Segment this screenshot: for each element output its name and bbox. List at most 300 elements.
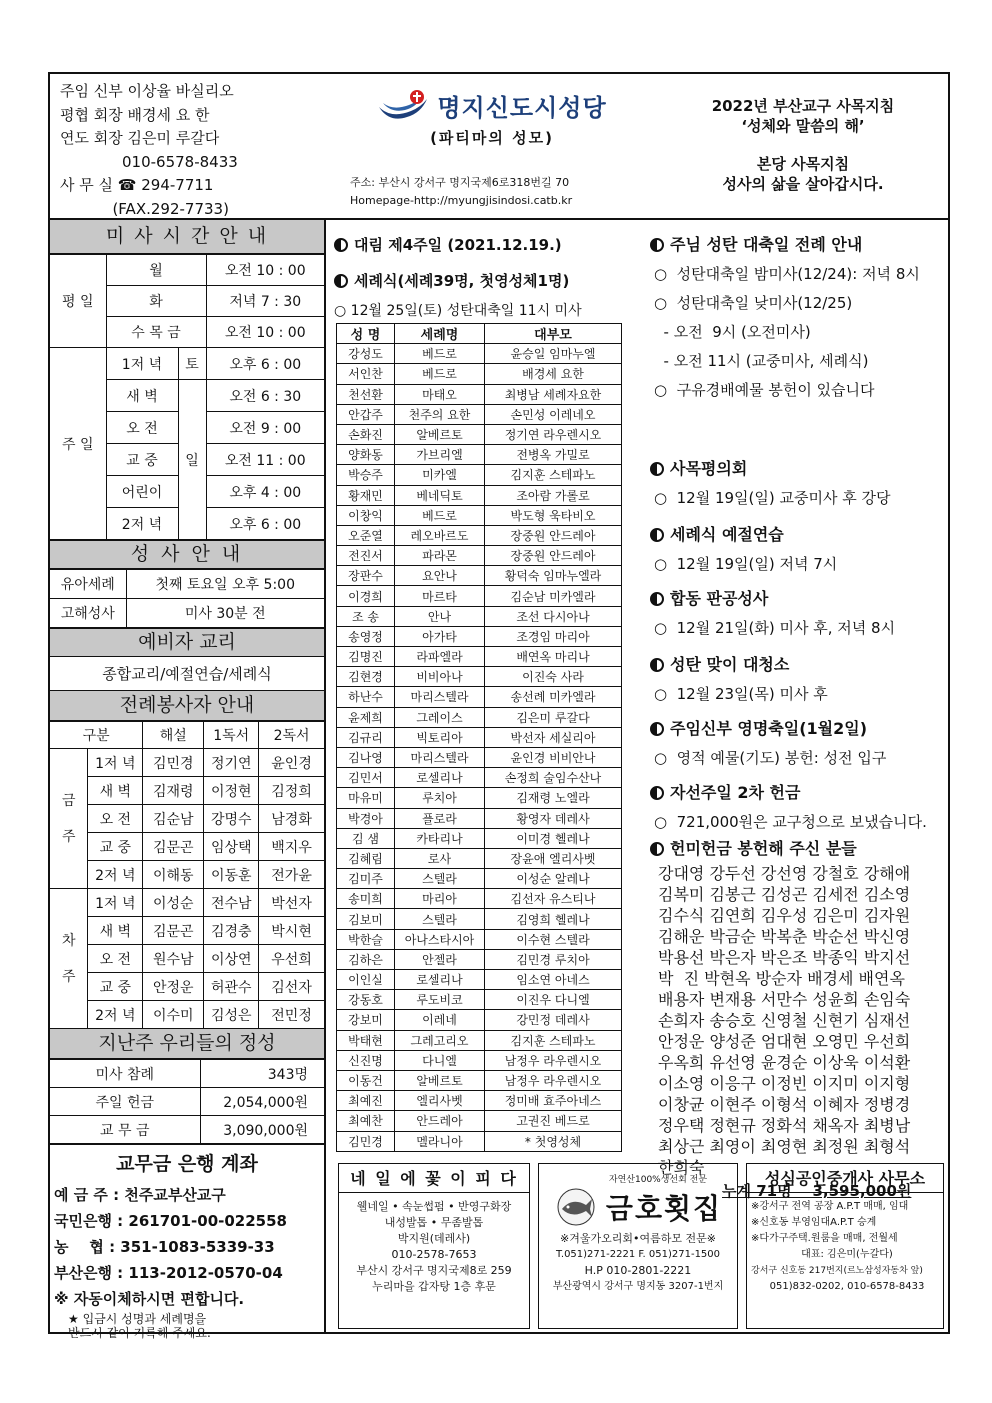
liturgy-header: 구분	[50, 722, 143, 749]
baptism-godparent: 임소연 아네스	[485, 970, 622, 990]
fish-logo-icon	[554, 1187, 598, 1227]
baptism-name: 송영정	[337, 626, 395, 646]
donor-names-line: 안정운 양성준 엄대현 오영민 우선희	[658, 1032, 911, 1051]
baptism-row	[337, 667, 622, 687]
baptism-name: 황재민	[337, 485, 395, 505]
nail-shop-title: 네 일 에 꽃 이 피 다	[339, 1164, 529, 1193]
half-circle-icon	[650, 238, 664, 252]
first-reader: 이동훈	[204, 861, 259, 889]
commentator: 김순남	[143, 805, 204, 833]
sushi-restaurant-ad	[538, 1163, 738, 1329]
baptism-godparent: 장중원 안드레아	[485, 525, 622, 545]
church-logo-icon	[377, 89, 429, 123]
baptism-godparent: 김재령 노엘라	[485, 788, 622, 808]
nail-shop-ad	[338, 1163, 530, 1329]
advent-heading	[334, 234, 562, 255]
mass-name: 오 전	[88, 805, 143, 833]
second-reader: 전가윤	[259, 861, 324, 889]
baptism-name: 박한슬	[337, 929, 395, 949]
mass-time: 오전 10 : 00	[206, 255, 324, 286]
notice-block	[650, 522, 837, 574]
baptism-name: 강성도	[337, 344, 395, 364]
fax-line: (FAX.292-7733)	[60, 199, 229, 218]
baptism-row	[337, 465, 622, 485]
baptism-name: 김혜림	[337, 848, 395, 868]
baptism-row	[337, 747, 622, 767]
baptism-name: 서인찬	[337, 364, 395, 384]
first-reader: 임상택	[204, 833, 259, 861]
offering-label: 주일 헌금	[50, 1088, 200, 1116]
ad-line: 내성발톱 • 무좀발톱	[384, 1216, 484, 1229]
donor-names-line: 우옥희 유선영 윤경순 이상욱 이석환	[658, 1053, 911, 1072]
baptism-baptismal-name: 스텔라	[395, 909, 485, 929]
ad-line: 051)832-0202, 010-6578-8433	[769, 1281, 925, 1292]
sunday-label: 주 일	[50, 348, 106, 540]
baptism-baptismal-name: 안나	[395, 606, 485, 626]
baptism-row	[337, 384, 622, 404]
ad-line: H.P 010-2801-2221	[584, 1264, 692, 1277]
baptism-baptismal-name: 마태오	[395, 384, 485, 404]
baptism-godparent: 정미배 효주아네스	[485, 1091, 622, 1111]
baptism-godparent: 조아람 가롤로	[485, 485, 622, 505]
mass-name: 1저 녁	[106, 348, 178, 380]
notice-title	[650, 716, 886, 739]
left-column	[50, 220, 326, 1340]
baptism-baptismal-name: 빅토리아	[395, 727, 485, 747]
baptism-name: 전진서	[337, 546, 395, 566]
baptism-baptismal-name: 엘리사벳	[395, 1091, 485, 1111]
half-circle-icon	[334, 274, 348, 288]
mass-name: 교 중	[106, 444, 178, 476]
donor-names-line: 박용선 박은자 박은조 박종익 박지선	[658, 948, 911, 967]
notice-title-text: 성탄 맞이 대청소	[670, 655, 790, 674]
second-reader: 김정희	[259, 777, 324, 805]
baptism-row	[337, 848, 622, 868]
mass-name: 새 벽	[88, 777, 143, 805]
baptism-name: 김 샘	[337, 828, 395, 848]
sushi-title: 금호횟집	[605, 1192, 723, 1225]
staff-info	[60, 80, 238, 221]
baptism-baptismal-name: 마르타	[395, 586, 485, 606]
baptism-godparent: 장윤애 엘리사벳	[485, 848, 622, 868]
mass-name: 교 중	[88, 833, 143, 861]
commentator: 안정운	[143, 973, 204, 1001]
mass-time: 오전 10 : 00	[206, 317, 324, 348]
baptism-header: 성 명	[337, 324, 395, 344]
baptism-baptismal-name: 로셀리나	[395, 768, 485, 788]
notice-item: ○ 성탄대축일 밤미사(12/24): 저녁 8시	[654, 265, 920, 283]
baptism-row	[337, 424, 622, 444]
baptism-name: 김보미	[337, 909, 395, 929]
half-circle-icon	[650, 658, 664, 672]
baptism-baptismal-name: 아가타	[395, 626, 485, 646]
baptism-row	[337, 970, 622, 990]
baptism-row	[337, 364, 622, 384]
sacrament-value: 미사 30분 전	[126, 599, 324, 628]
baptism-baptismal-name: 마리아	[395, 889, 485, 909]
half-circle-icon	[334, 238, 348, 252]
donor-names-line: 이소영 이응구 이정빈 이지미 이지형	[658, 1074, 911, 1093]
baptism-godparent: 김지훈 스테파노	[485, 465, 622, 485]
baptism-name: 이동건	[337, 1070, 395, 1090]
notice-title-text: 주님 성탄 대축일 전례 안내	[670, 235, 863, 254]
liturgy-servers-table	[50, 721, 324, 1029]
baptism-baptismal-name: 비비아나	[395, 667, 485, 687]
baptism-row	[337, 647, 622, 667]
notice-title-text: 세례식 예절연습	[670, 525, 784, 544]
baptism-row	[337, 828, 622, 848]
baptism-name: 마유미	[337, 788, 395, 808]
baptism-godparent: 손민성 이레네오	[485, 404, 622, 424]
offering-label: 교 무 금	[50, 1116, 200, 1144]
baptism-name: 이인실	[337, 970, 395, 990]
commentator: 이수미	[143, 1001, 204, 1029]
baptism-header: 세례명	[395, 324, 485, 344]
bank-account-title: 교무금 은행 계좌	[116, 1153, 258, 1175]
first-reader: 이정현	[204, 777, 259, 805]
notice-title	[650, 522, 837, 545]
notice-block	[650, 456, 890, 508]
baptism-name: 김하은	[337, 949, 395, 969]
phone-line: 010-6578-8433	[60, 152, 238, 171]
this-week-label: 금 주	[50, 749, 88, 889]
deposit-note: ★ 입금시 성명과 세례명을	[68, 1312, 207, 1326]
baptism-baptismal-name: 아나스타시아	[395, 929, 485, 949]
baptism-baptismal-name: 이레네	[395, 1010, 485, 1030]
parish-guideline-theme: 성사의 삶을 살아갑시다.	[722, 175, 884, 193]
mass-time: 오후 4 : 00	[206, 476, 324, 508]
baptism-name: 김명진	[337, 647, 395, 667]
first-reader: 강명수	[204, 805, 259, 833]
notice-title-text: 합동 판공성사	[670, 589, 769, 608]
second-reader: 박선자	[259, 889, 324, 917]
mass-name: 새 벽	[88, 917, 143, 945]
realty-title: 성심공인중개사 사무소	[747, 1164, 943, 1193]
baptism-name: 강보미	[337, 1010, 395, 1030]
baptism-name: 윤제희	[337, 707, 395, 727]
baptism-row	[337, 788, 622, 808]
first-reader: 이상연	[204, 945, 259, 973]
baptism-row	[337, 525, 622, 545]
baptism-baptismal-name: 로사	[395, 848, 485, 868]
kb-account: 국민은행 : 261701-00-022558	[54, 1212, 287, 1230]
mass-time: 저녁 7 : 30	[206, 286, 324, 317]
baptism-row	[337, 869, 622, 889]
baptism-baptismal-name: 요안나	[395, 566, 485, 586]
baptism-row	[337, 344, 622, 364]
baptism-godparent: 황영자 데레사	[485, 808, 622, 828]
ad-line: 웰네일 • 속눈썹펌 • 반영구화장	[356, 1200, 512, 1213]
baptism-godparent: 전병옥 가밀로	[485, 445, 622, 465]
mass-time: 오전 6 : 30	[206, 380, 324, 412]
baptism-name: 신진명	[337, 1050, 395, 1070]
donor-names-line: 김해운 박금순 박복춘 박순선 박신영	[658, 927, 911, 946]
baptism-baptismal-name: 로셀리나	[395, 970, 485, 990]
church-address: 주소: 부산시 강서구 명지국제6로318번길 70	[350, 176, 570, 189]
half-circle-icon	[650, 462, 664, 476]
mass-day: 화	[106, 286, 206, 317]
homepage-link[interactable]: Homepage-http://myungjisindosi.catb.kr	[350, 194, 573, 207]
sacrament-table	[50, 569, 324, 628]
baptism-row	[337, 990, 622, 1010]
donors-title-text: 헌미헌금 봉헌해 주신 분들	[670, 839, 857, 858]
auto-transfer-note: ※ 자동이체하시면 편합니다.	[54, 1290, 245, 1308]
donor-names-line: 손희자 송승호 신영철 신현기 심재선	[658, 1011, 911, 1030]
baptism-baptismal-name: 파라몬	[395, 546, 485, 566]
baptism-godparent: 김은미 루갈다	[485, 707, 622, 727]
account-holder: 예 금 주 : 천주교부산교구	[54, 1186, 226, 1204]
mass-times-title: 미 사 시 간 안 내	[50, 220, 324, 254]
baptism-row	[337, 1030, 622, 1050]
middle-column	[328, 220, 630, 1149]
baptism-row	[337, 687, 622, 707]
baptism-baptismal-name: 알베르토	[395, 424, 485, 444]
mass-name: 오 전	[106, 412, 178, 444]
mass-day: 수 목 금	[106, 317, 206, 348]
offering-value: 2,054,000원	[200, 1088, 324, 1116]
notice-item: ○ 12월 19일(일) 저녁 7시	[654, 555, 838, 573]
donors-total: 누계 71명 3,595,000원	[722, 1182, 912, 1200]
donor-names-line: 배용자 변재용 서만수 성윤희 손임숙	[658, 990, 911, 1009]
liturgy-header: 1독서	[204, 722, 259, 749]
baptism-row	[337, 808, 622, 828]
mass-day: 월	[106, 255, 206, 286]
baptism-godparent: * 첫영성체	[485, 1131, 622, 1151]
baptism-title: 세례식(세례39명, 첫영성체1명)	[354, 272, 570, 290]
baptism-baptismal-name: 다니엘	[395, 1050, 485, 1070]
baptism-godparent: 배경세 요한	[485, 364, 622, 384]
baptism-godparent: 남정우 라우렌시오	[485, 1050, 622, 1070]
mass-name: 1저 녁	[88, 889, 143, 917]
baptism-name: 이경희	[337, 586, 395, 606]
baptism-name: 안갑주	[337, 404, 395, 424]
baptism-name: 김현경	[337, 667, 395, 687]
baptism-name: 양화동	[337, 445, 395, 465]
baptism-baptismal-name: 천주의 요한	[395, 404, 485, 424]
baptism-baptismal-name: 안젤라	[395, 949, 485, 969]
baptism-baptismal-name: 카타리나	[395, 828, 485, 848]
notice-title-text: 주임신부 영명축일(1월2일)	[670, 719, 868, 738]
baptism-name: 박승주	[337, 465, 395, 485]
baptism-baptismal-name: 베드로	[395, 505, 485, 525]
mass-time: 오후 6 : 00	[206, 508, 324, 540]
notice-title	[650, 652, 828, 675]
baptism-baptismal-name: 마리스텔라	[395, 687, 485, 707]
baptism-baptismal-name: 그레고리오	[395, 1030, 485, 1050]
mass-time: 오전 9 : 00	[206, 412, 324, 444]
baptism-godparent: 장중원 안드레아	[485, 546, 622, 566]
nh-account: 농 협 : 351-1083-5339-33	[54, 1238, 275, 1256]
baptism-baptismal-name: 라파엘라	[395, 647, 485, 667]
first-reader: 김성은	[204, 1001, 259, 1029]
baptism-baptismal-name: 멜라니아	[395, 1131, 485, 1151]
baptism-name: 김나영	[337, 747, 395, 767]
baptism-row	[337, 445, 622, 465]
baptism-row	[337, 707, 622, 727]
baptism-baptismal-name: 루치아	[395, 788, 485, 808]
donor-names-line: 정우택 정현규 정화석 채옥자 최병남	[658, 1116, 911, 1135]
baptism-name: 오준열	[337, 525, 395, 545]
half-circle-icon	[650, 528, 664, 542]
realty-office-ad	[746, 1163, 944, 1329]
ad-line: 010-2578-7653	[391, 1248, 477, 1261]
church-patron: (파티마의 성모)	[430, 129, 554, 147]
commentator: 이해동	[143, 861, 204, 889]
busan-bank-account: 부산은행 : 113-2012-0570-04	[54, 1264, 283, 1282]
notice-item: ○ 12월 21일(화) 미사 후, 저녁 8시	[654, 619, 896, 637]
baptism-baptismal-name: 베네딕토	[395, 485, 485, 505]
mass-times-table	[50, 254, 324, 540]
donor-names-line: 최상근 최영이 최영현 최정원 최형석	[658, 1137, 911, 1156]
notice-block	[650, 586, 895, 638]
baptism-godparent: 박선자 세실리아	[485, 727, 622, 747]
baptism-row	[337, 1070, 622, 1090]
ad-line: ※다가구주택.원룸을 매매, 전월세	[751, 1233, 898, 1244]
baptism-godparent: 손정희 술임수산나	[485, 768, 622, 788]
baptism-godparent: 황덕숙 임마누엘라	[485, 566, 622, 586]
ad-line: 부산광역시 강서구 명지동 3207-1번지	[552, 1281, 724, 1292]
baptism-row	[337, 606, 622, 626]
church-logo-block	[342, 88, 642, 148]
ad-line: 누리마을 갑자탕 1층 후문	[372, 1280, 496, 1293]
mass-name: 2저 녁	[88, 1001, 143, 1029]
baptism-godparent: 남정우 라우렌시오	[485, 1070, 622, 1090]
baptism-godparent: 최병남 세례자요한	[485, 384, 622, 404]
diocese-guideline-theme: ‘성체와 말씀의 해’	[741, 117, 865, 135]
baptism-godparent: 조선 다시아나	[485, 606, 622, 626]
sunday-day-label: 일	[178, 380, 206, 540]
baptism-name: 손화진	[337, 424, 395, 444]
baptism-name: 박경아	[337, 808, 395, 828]
pastor-line: 주임 신부 이상율 바실리오	[60, 82, 234, 100]
baptism-row	[337, 727, 622, 747]
second-reader: 남경화	[259, 805, 324, 833]
baptism-name: 강동호	[337, 990, 395, 1010]
next-week-label: 차 주	[50, 889, 88, 1029]
notice-item: ○ 721,000원은 교구청으로 보냈습니다.	[654, 813, 927, 831]
donor-names-line: 한희숙	[658, 1158, 705, 1177]
baptism-row	[337, 586, 622, 606]
mass-time: 오전 11 : 00	[206, 444, 324, 476]
sacrament-label: 고해성사	[50, 599, 126, 628]
baptism-name: 박태현	[337, 1030, 395, 1050]
second-reader: 김선자	[259, 973, 324, 1001]
mass-name: 2저 녁	[106, 508, 178, 540]
baptism-row	[337, 889, 622, 909]
commentator: 이성순	[143, 889, 204, 917]
liturgy-servers-title: 전례봉사자 안내	[50, 691, 324, 721]
commentator: 김재령	[143, 777, 204, 805]
baptism-godparent: 박도형 욱타비오	[485, 505, 622, 525]
baptism-row	[337, 626, 622, 646]
diocese-guideline-title: 2022년 부산교구 사목지침	[711, 97, 895, 115]
baptism-heading	[334, 270, 569, 291]
offering-value: 3,090,000원	[200, 1116, 324, 1144]
baptism-name: 이창익	[337, 505, 395, 525]
second-reader: 박시현	[259, 917, 324, 945]
baptism-godparent: 이미경 헬레나	[485, 828, 622, 848]
donors-title	[650, 836, 911, 859]
baptism-godparent: 김순남 미카엘라	[485, 586, 622, 606]
notice-title	[650, 586, 895, 609]
ad-line: ※강서구 전역 공장 A.P.T 매매, 임대	[751, 1201, 909, 1212]
notice-item: ○ 구유경배예물 봉헌이 있습니다	[654, 381, 875, 399]
baptism-godparent: 이수현 스텔라	[485, 929, 622, 949]
first-reader: 김경충	[204, 917, 259, 945]
baptism-row	[337, 1010, 622, 1030]
baptism-baptismal-name: 레오바르도	[395, 525, 485, 545]
baptism-godparent: 윤인경 비비안나	[485, 747, 622, 767]
baptism-godparent: 배연옥 마리나	[485, 647, 622, 667]
notice-item: ○ 영적 예물(기도) 봉헌: 성전 입구	[654, 749, 887, 767]
liturgy-header: 해설	[143, 722, 204, 749]
half-circle-icon	[650, 786, 664, 800]
mass-name: 교 중	[88, 973, 143, 1001]
liturgy-header: 2독서	[259, 722, 324, 749]
baptism-name: 하난수	[337, 687, 395, 707]
ad-line: 박지원(데레사)	[397, 1232, 471, 1245]
baptism-row	[337, 1131, 622, 1151]
offering-value: 343명	[200, 1060, 324, 1088]
baptism-name: 김민경	[337, 1131, 395, 1151]
commentator: 김문곤	[143, 833, 204, 861]
notice-item: ○ 성탄대축일 낮미사(12/25)	[654, 294, 853, 312]
baptism-row	[337, 909, 622, 929]
notice-item: - 오전 9시 (오전미사)	[654, 323, 811, 341]
ad-line: 강서구 신호동 217번지(르노삼성자동차 앞)	[751, 1266, 923, 1276]
notice-block	[650, 232, 920, 400]
donor-names-line: 김수식 김연희 김우성 김은미 김자원	[658, 906, 911, 925]
baptism-baptismal-name: 마리스텔라	[395, 747, 485, 767]
bank-account-box	[50, 1144, 324, 1342]
offering-title: 지난주 우리들의 정성	[50, 1029, 324, 1059]
baptism-row	[337, 546, 622, 566]
baptism-row	[337, 929, 622, 949]
second-reader: 우선희	[259, 945, 324, 973]
offering-label: 미사 참례	[50, 1060, 200, 1088]
baptism-row	[337, 768, 622, 788]
association-president-line: 연도 회장 김은미 루갈다	[60, 129, 220, 147]
baptism-godparent: 송선례 미카엘라	[485, 687, 622, 707]
sacrament-title: 성 사 안 내	[50, 540, 324, 569]
bulletin-frame	[48, 72, 950, 1340]
baptism-name: 장판수	[337, 566, 395, 586]
mass-name: 오 전	[88, 945, 143, 973]
baptism-godparent: 이성순 알레나	[485, 869, 622, 889]
mass-time: 오후 6 : 00	[206, 348, 324, 380]
catechumen-title: 예비자 교리	[50, 628, 324, 657]
baptism-baptismal-name: 베드로	[395, 344, 485, 364]
baptism-row	[337, 1091, 622, 1111]
baptism-godparent: 김민경 루치아	[485, 949, 622, 969]
half-circle-icon	[650, 592, 664, 606]
baptism-godparent: 김지훈 스테파노	[485, 1030, 622, 1050]
header	[50, 74, 948, 220]
baptism-name: 김미주	[337, 869, 395, 889]
mass-name: 어린이	[106, 476, 178, 508]
ad-line: ※신호동 부영임대A.P.T 승계	[751, 1217, 877, 1228]
baptism-baptismal-name: 루도비코	[395, 990, 485, 1010]
donors-block	[650, 836, 911, 1201]
sacrament-value: 첫째 토요일 오후 5:00	[126, 570, 324, 599]
notice-title-text: 사목평의회	[670, 459, 748, 478]
weekday-label: 평 일	[50, 255, 106, 348]
baptism-baptismal-name: 스텔라	[395, 869, 485, 889]
baptism-baptismal-name: 플로라	[395, 808, 485, 828]
first-reader: 허관수	[204, 973, 259, 1001]
baptism-godparent: 김선자 유스티나	[485, 889, 622, 909]
baptism-godparent: 이진숙 사라	[485, 667, 622, 687]
